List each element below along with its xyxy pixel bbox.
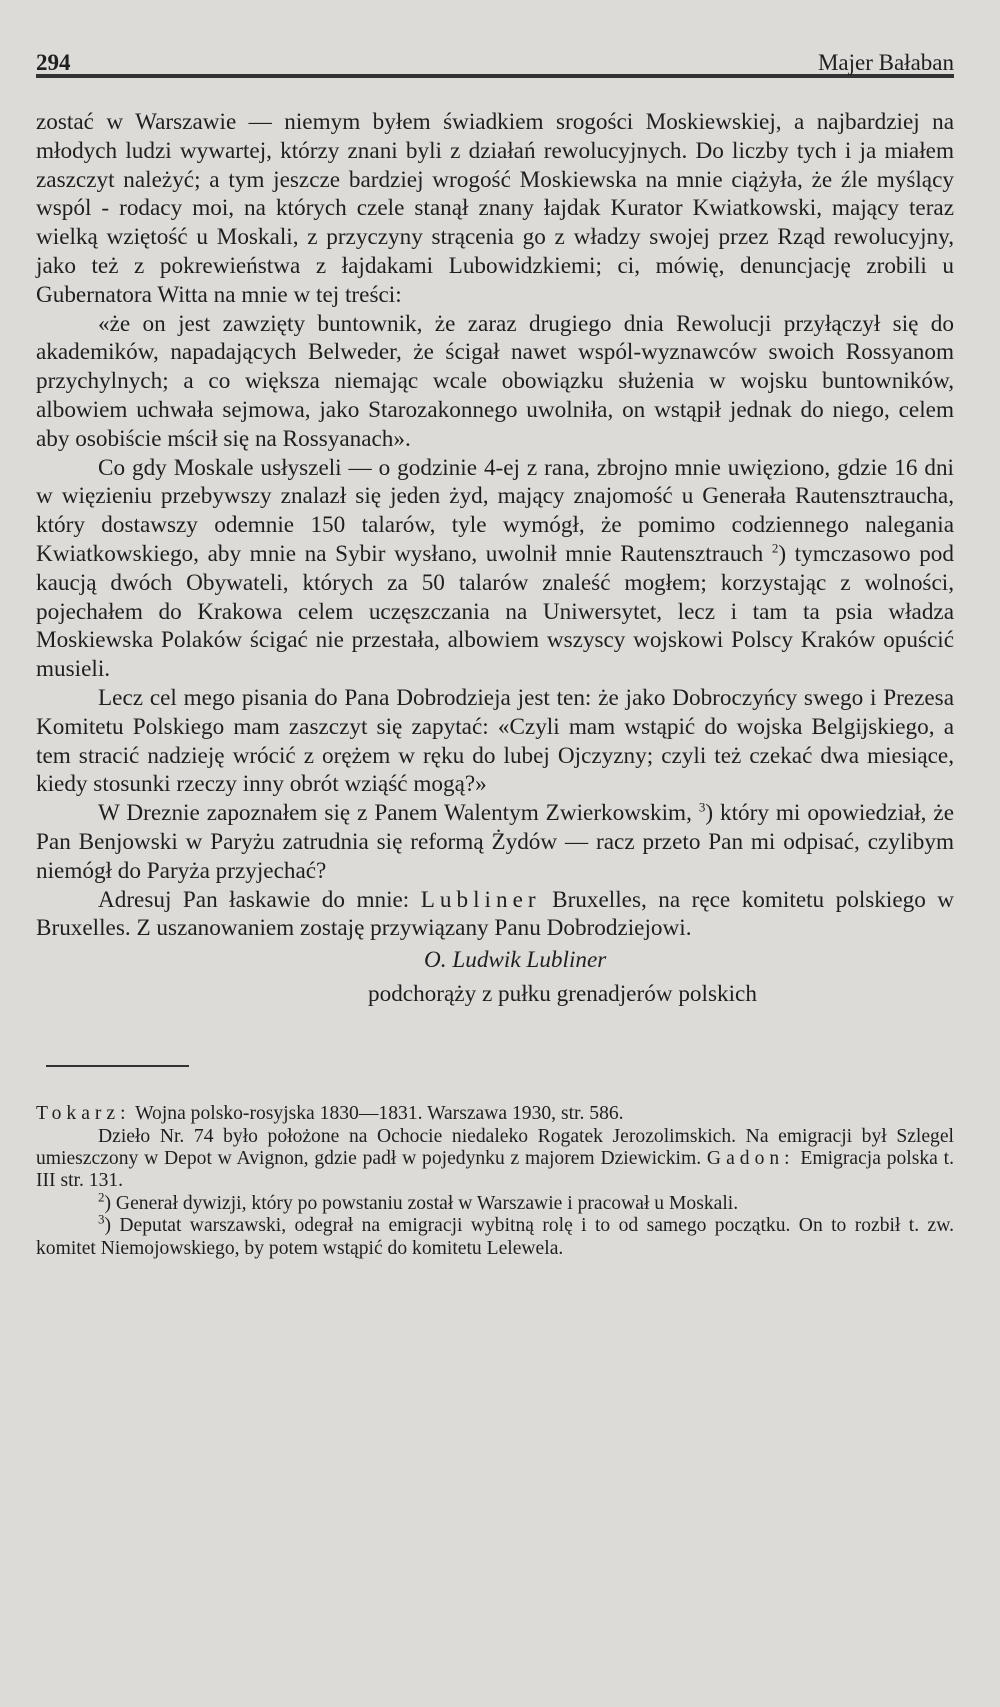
paragraph-6 [36, 886, 954, 944]
signature-name: O. Ludwik Lubliner [424, 947, 607, 974]
header-rule [36, 74, 954, 78]
footnote-1b-text-b: Emigracja polska t. III str. 131. [36, 1147, 954, 1192]
paragraph-5-text-b: ) który mi opowiedział, że Pan Benjowski w Paryżu zatrudnia się reformą Żydów — racz przeto Pan mi odpisać, czylibym niemógł do Paryża przyjechać? [36, 800, 954, 884]
signature-title: podchorąży z pułku grenadjerów polskich [368, 981, 757, 1008]
page-header [36, 40, 954, 74]
footnote-3-text: ) Deputat warszawski, odegrał na emigracji wybitną rolę i to od samego początku. On to rozbił t. zw. komitet Niemojowskiego, by potem wstąpić do komitetu Lelewela. [36, 1215, 954, 1259]
footnote-3 [36, 1211, 954, 1260]
paragraph-2: «że on jest zawzięty buntownik, że zaraz drugiego dnia Rewolucji przyłączył się do akademików, napadających Belweder, że ścigał nawet wspól-wyznawców swoich Rossyanom przychylnych; a co większa niemając wcale obowiązku służenia w wojsku buntowników, albowiem uchwała sejmowa, jako Starozakonnego uwolniła, on wstąpił jednak do niego, celem aby osobiście mścił się na Rossyanach». [36, 310, 954, 452]
letter-body [36, 108, 954, 943]
paragraph-6-text-a: Adresuj Pan łaskawie do mnie: [98, 886, 410, 913]
paragraph-5 [36, 799, 954, 885]
running-head: Majer Bałaban [817, 50, 954, 75]
paragraph-5-text-a: W Dreznie zapoznałem się z Panem Walentym Zwierkowskim, [98, 800, 692, 827]
footnote-1-text: Wojna polsko-rosyjska 1830—1831. Warszawa 1930, str. 586. [135, 1103, 624, 1125]
footnote-1b-text-a: Dzieło Nr. 74 było położone na Ochocie niedaleko Rogatek Jerozolimskich. Na emigracji był Szlegel umieszczony w Depot w Avignon, gdzie padł w pojedynku z majorem Dziewickim. [36, 1125, 954, 1169]
footnotes [36, 1103, 954, 1260]
footnote-2 [36, 1189, 954, 1215]
footnote-ref-3: 3 [698, 799, 706, 815]
paragraph-6-text-b: Bruxelles, na ręce komitetu polskiego w Bruxelles. Z uszanowaniem zostaję przywiązany Panu Dobrodziejowi. [36, 886, 955, 942]
footnote-ref-2: 2 [771, 540, 779, 556]
paragraph-3 [36, 454, 954, 684]
footnote-2-number: 2 [98, 1189, 105, 1205]
footnote-rule [46, 1065, 189, 1067]
paragraph-3-text-b: ) tymczasowo pod kaucją dwóch Obywateli, których za 50 talarów znaleść mogłem; korzystając z wolności, pojechałem do Krakowa celem uczęszczania na Uniwersytet, lecz i tam ta psia władza Moskiewska Polaków ścigać nie przestała, albowiem wszyscy wojskowi Polscy Kraków opuścić musieli. [36, 540, 954, 683]
page-number: 294 [36, 50, 71, 75]
paragraph-3-text-a: Co gdy Moskale usłyszeli — o godzinie 4-ej z rana, zbrojno mnie uwięziono, gdzie 16 dni w więzieniu przebywszy znalazł się jeden żyd, mający znajomość u Generała Rautensztraucha, który dostawszy odemnie 150 talarów, tyle wymógł, że pomimo codziennego nalegania Kwiatkowskiego, aby mnie na Sybir wysłano, uwolnił mnie Rautensztrauch [36, 454, 954, 567]
footnote-3-number: 3 [98, 1211, 105, 1227]
footnote-2-text: ) Generał dywizji, który po powstaniu został w Warszawie i pracował u Moskali. [104, 1192, 739, 1214]
paragraph-6-spaced-name: Lubliner [420, 886, 541, 913]
footnote-1-continued [36, 1126, 954, 1193]
paragraph-1: zostać w Warszawie — niemym byłem świadkiem srogości Moskiewskiej, a najbardziej na młodych ludzi wywartej, którzy znani byli z działań rewolucyjnych. Do liczby tych i ja miałem zaszczyt należyć; a tym jeszcze bardziej wrogość Moskiewska na mnie ciążyła, że źle myślący wspól - rodacy moi, na których czele stanął znany łajdak Kurator Kwiatkowski, mający teraz wielką wziętość u Moskali, z przyczyny strącenia go z władzy swojej przez Rząd rewolucyjny, jako też z pokrewieństwa z łajdakami Lubowidzkiemi; ci, mówię, denuncjację zrobili u Gubernatora Witta na mnie w tej treści: [36, 109, 954, 308]
footnote-1 [36, 1103, 954, 1125]
paragraph-4: Lecz cel mego pisania do Pana Dobrodzieja jest ten: że jako Dobroczyńcy swego i Prezesa Komitetu Polskiego mam zaszczyt się zapytać: «Czyli mam wstąpić do wojska Belgijskiego, a tem stracić nadzieję wrócić z orężem w ręku do lubej Ojczyzny; czyli też czekać dwa miesiące, kiedy stosunki rzeczy inny obrót wziąść mogą?» [36, 684, 954, 798]
footnote-1-author: Tokarz: [36, 1103, 131, 1125]
footnote-1b-author: Gadon: [706, 1147, 795, 1169]
